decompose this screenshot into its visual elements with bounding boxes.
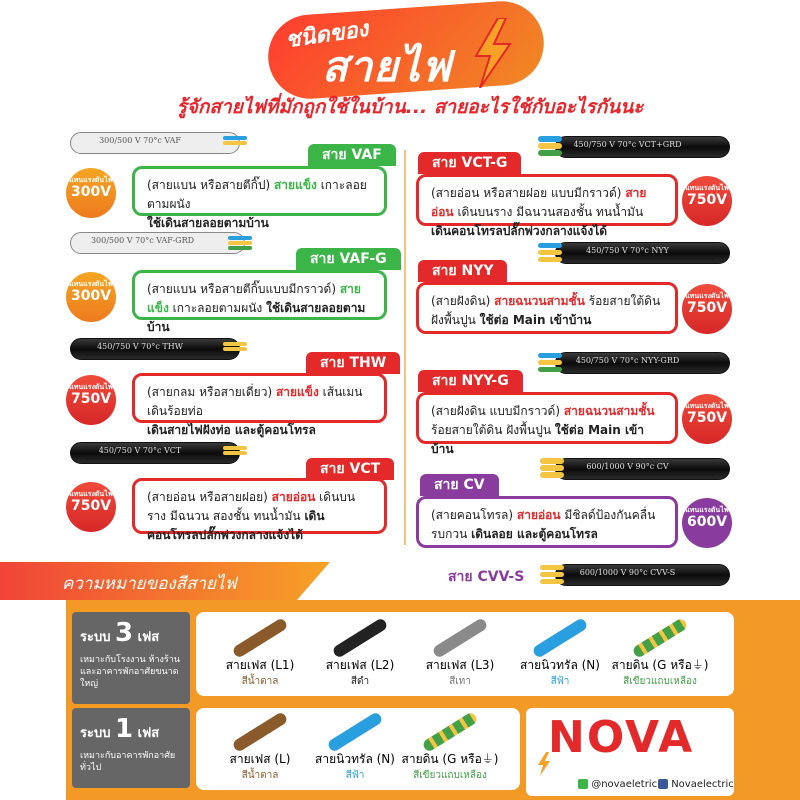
phase3-wire-name: สายนิวทรัล (N) [520, 658, 600, 672]
line-icon [578, 779, 588, 789]
desc-nyy: (สายฝังดิน) สายฉนวนสามชั้น ร้อยสายใต้ดิน ฝังพื้นปูน ใช้ต่อ Main เข้าบ้าน [416, 282, 678, 334]
volt-badge-vaf: แทนแรงดันไฟ 300V [66, 168, 116, 218]
volt-badge-vct: แทนแรงดันไฟ 750V [66, 482, 116, 532]
phase3-wire-name: สายเฟส (L2) [325, 658, 395, 672]
desc-thw: (สายกลม หรือสายเดี่ยว) สายแข็ง เส้นเมนเดินร้อยท่อ เดินสายไฟฝังท่อ และตู้คอนโทรล [132, 373, 387, 423]
cable-image-vct-g: 450/750 V 70°c VCT+GRD [555, 136, 730, 158]
facebook-icon [658, 779, 668, 789]
phase3-wire-name: สายเฟส (L1) [225, 658, 295, 672]
desc-vaf-g: (สายแบน หรือสายตีกิ๊บแบบมีกราวด์) สายแข็ง เกาะลอยตามผนัง ใช้เดินสายลอยตามบ้าน [132, 270, 387, 320]
tag-vct-g: สาย VCT-G [418, 152, 521, 174]
cable-conductors-nyy-g [538, 353, 562, 373]
lightning-small-icon [536, 752, 552, 776]
phase1-wire-color: สีเขียวแถบเหลือง [413, 770, 487, 781]
column-divider [404, 150, 406, 545]
phase1-wire-name: สายนิวทรัล (N) [315, 752, 395, 766]
cable-image-cv: 600/1000 V 90°c CV [555, 458, 730, 480]
phase3-wire-color: สีฟ้า [550, 676, 570, 687]
cable-conductors-vct-g [538, 136, 562, 158]
tag-cvv-s: สาย CVV-S [448, 569, 525, 585]
cable-image-cvv-s: 600/1000 V 90°c CVV-S [555, 564, 730, 586]
phase1-wire-name: สายเฟส (L) [229, 752, 291, 766]
volt-badge-nyy-g: แทนแรงดันไฟ 750V [682, 394, 732, 444]
volt-badge-cv: แทนแรงดันไฟ 600V [682, 498, 732, 548]
volt-badge-vaf-g: แทนแรงดันไฟ 300V [66, 272, 116, 322]
phase3-wire-color: สีเทา [449, 676, 471, 687]
phase1-wire-color: สีน้ำตาล [241, 770, 279, 781]
phase3-wire-name: สายเฟส (L3) [425, 658, 495, 672]
desc-vct: (สายอ่อน หรือสายฝอย) สายอ่อน เดินบนราง มีฉนวน สองชั้น ทนน้ำมัน เดินคอนโทรลปลั๊กพ่วงกลางแจ้งได้ [132, 478, 387, 534]
meaning-title: ความหมายของสีสายไฟ [62, 574, 237, 594]
tag-cv: สาย CV [420, 474, 499, 496]
title-big: สายไฟ [322, 42, 452, 91]
phase3-wire-color: สีดำ [350, 676, 370, 687]
phase3-wire-color: สีน้ำตาล [241, 676, 279, 687]
tag-vaf-g: สาย VAF-G [296, 248, 401, 270]
volt-badge-thw: แทนแรงดันไฟ 750V [66, 375, 116, 425]
page-subtitle: รู้จักสายไฟที่มักถูกใช้ในบ้าน... สายอะไรใช้กับอะไรกันนะ [176, 96, 644, 118]
cable-image-vaf-g: 300/500 V 70°c VAF-GRD [70, 232, 245, 254]
brand-logo: NOVA [548, 712, 695, 763]
desc-nyy-g: (สายฝังดิน แบบมีกราวด์) สายฉนวนสามชั้น ร้อยสายใต้ดิน ฝังพื้นปูน ใช้ต่อ Main เข้าบ้าน [416, 392, 678, 444]
phase1-label: ระบบ 1 เฟส เหมาะกับอาคารพักอาศัยทั่วไป [72, 708, 190, 788]
title-small: ชนิดของ [283, 16, 370, 54]
tag-nyy: สาย NYY [418, 260, 507, 282]
cable-image-nyy-g: 450/750 V 70°c NYY-GRD [555, 352, 730, 374]
volt-badge-vct-g: แทนแรงดันไฟ 750V [682, 176, 732, 226]
cable-conductors-cvv-s [540, 565, 564, 585]
tag-nyy-g: สาย NYY-G [418, 370, 523, 392]
cable-image-thw: 450/750 V 70°c THW [70, 338, 240, 360]
tag-vaf: สาย VAF [308, 144, 396, 166]
line-contact[interactable]: @novaeletric [578, 779, 657, 790]
tag-vct: สาย VCT [306, 458, 394, 480]
cable-image-vct: 450/750 V 70°c VCT [70, 442, 240, 464]
cable-conductors-nyy [538, 243, 562, 263]
phase3-label: ระบบ 3 เฟส เหมาะกับโรงงาน ห้างร้าน และอาคารพักอาศัยขนาดใหญ่ [72, 612, 190, 704]
cable-conductors-cv [540, 458, 564, 480]
facebook-contact[interactable]: Novaelectric [658, 779, 734, 790]
phase3-wire-name: สายดิน (G หรือ⏚) [611, 658, 709, 672]
lightning-icon [470, 18, 514, 88]
tag-thw: สาย THW [306, 352, 400, 374]
phase1-wire-name: สายดิน (G หรือ⏚) [401, 752, 499, 766]
volt-badge-nyy: แทนแรงดันไฟ 750V [682, 284, 732, 334]
cable-image-vaf: 300/500 V 70°c VAF [70, 132, 240, 154]
desc-cv: (สายคอนโทรล) สายอ่อน มีชิลด์ป้องกันคลื่นรบกวน เดินลอย และตู้คอนโทรล [416, 496, 678, 548]
phase1-wire-color: สีฟ้า [345, 770, 365, 781]
desc-vaf: (สายแบน หรือสายตีกิ๊ป) สายแข็ง เกาะลอยตามผนัง ใช้เดินสายลอยตามบ้าน [132, 166, 387, 216]
phase3-wire-color: สีเขียวแถบเหลือง [623, 676, 697, 687]
desc-vct-g: (สายอ่อน หรือสายฝอย แบบมีกราวด์) สายอ่อน เดินบนราง มีฉนวนสองชั้น ทนน้ำมัน เดินคอนโทรลปลั๊กพ่วงกลางแจ้งได้ [416, 174, 678, 226]
cable-image-nyy: 450/750 V 70°c NYY [555, 242, 730, 264]
